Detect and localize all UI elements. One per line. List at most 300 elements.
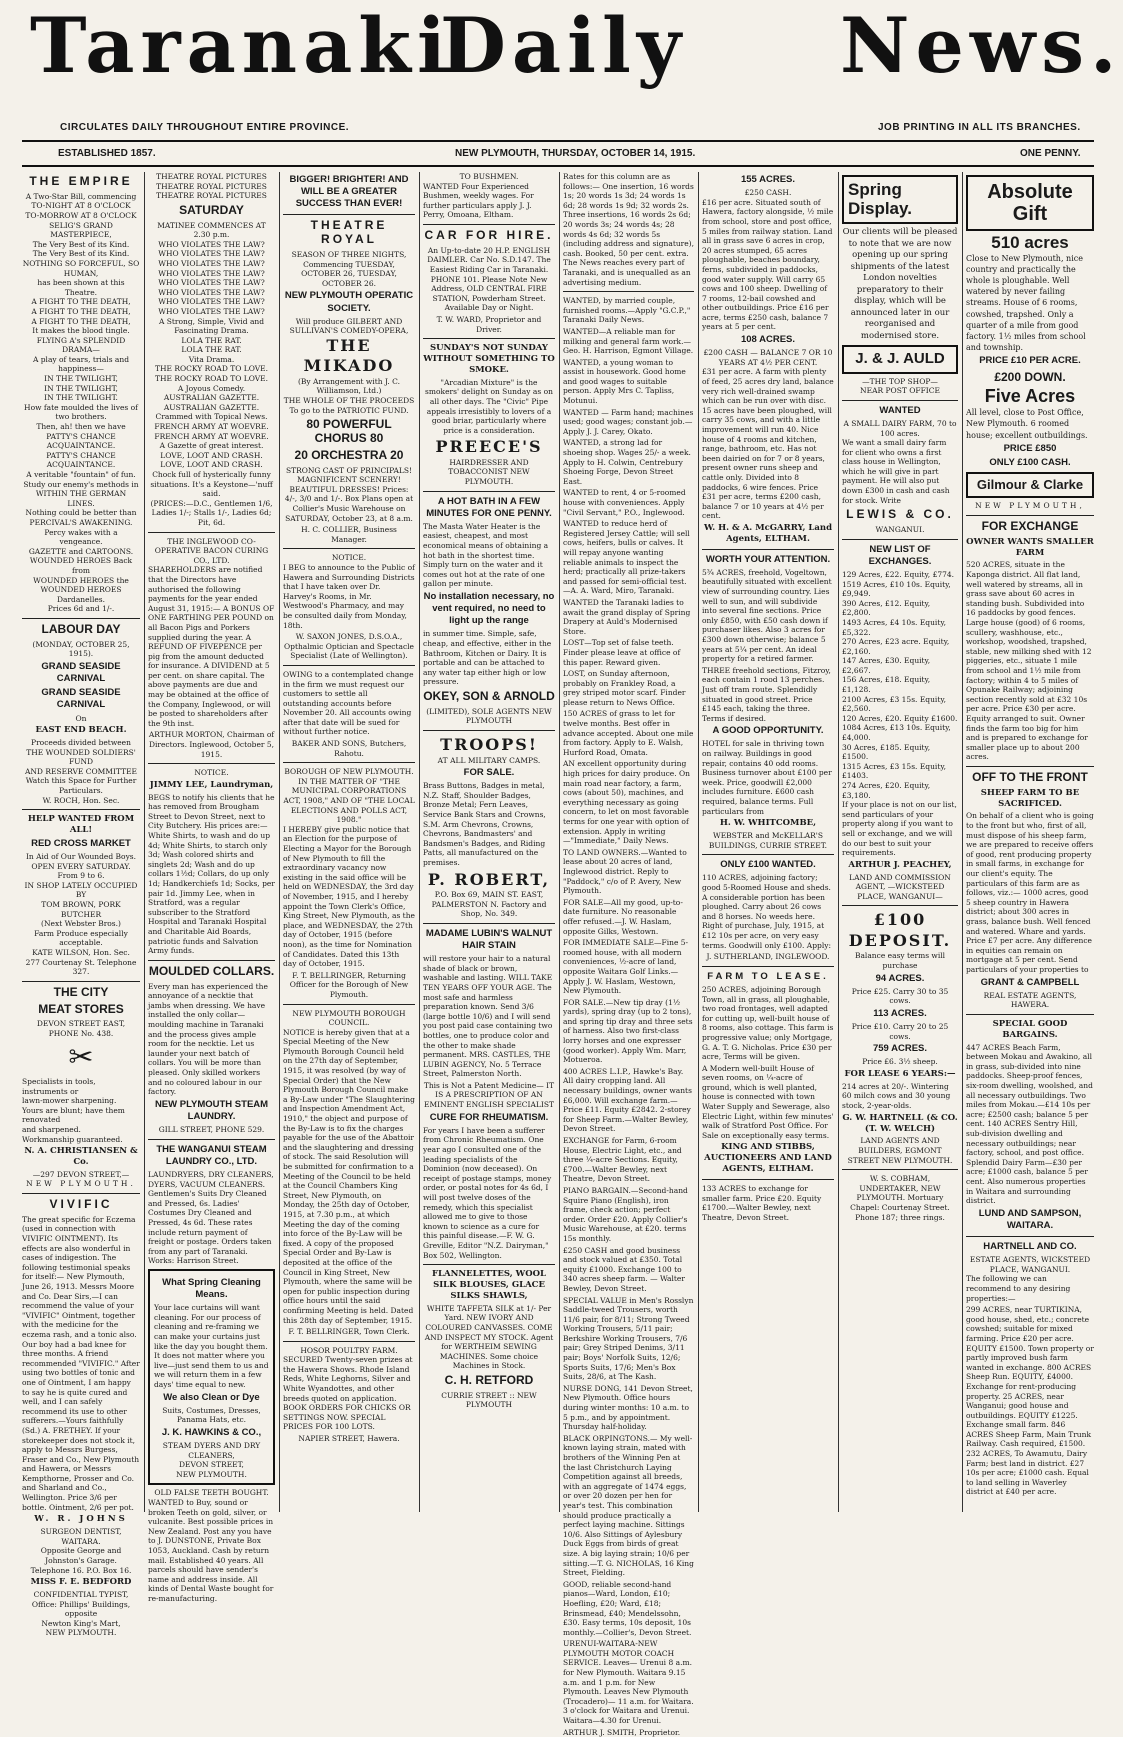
- christiansen-address: —297 DEVON STREET,—: [32, 1169, 130, 1179]
- teeth-title: OLD FALSE TEETH BOUGHT.: [154, 1488, 269, 1498]
- lubin-text: will restore your hair to a natural shade of black or brown, washable and lasting. WILL TAKE TEN YEARS OFF YOUR AGE. The most safe and harmless preparation known. Send 3/6 (large bottle 10/6) and I will send you post paid case containing two bottles, one to produce color and the other to make shade permanent. MRS. CASTLES, THE LUBIN AGENCY, No. 5 Terrace Street, Palmerston North.: [423, 954, 553, 1079]
- bargains-title: SPECIAL GOOD BARGAINS.: [992, 1018, 1068, 1040]
- recommend-text: 299 ACRES, near TURTIKINA, good house, shed, etc.; concrete cowshed; suitable for mixed farming. Price £20 per acre. EQUITY £1500. Town property or partly improved bush farm wanted in exchange. 800 ACRES Sheep Run. EQUITY, £4000. Exchange for rent-producing property. 25 ACRES, near Wanganui; good house and outbuildings. EQUITY £1225. Exchange small farm. 846 ACRES Sheep Farm, Main Trunk Railway. Cash required, £1500. 232 ACRES, To Awamutu, Dairy Farm; best land in district. £27 10s per acre; £1000 cash. Equal to land selling in Waverley district at £40 per acre.: [966, 1305, 1094, 1497]
- column-separator: [838, 172, 839, 1512]
- column-1: [22, 172, 140, 1638]
- council-text: NOTICE is hereby given that at a Special Meeting of the New Plymouth Borough Council held on the 27th day of September, 1915, it was resolved (by way of Special Order) that the New Plymouth Borough Council make a By-Law under "The Slaughtering and Inspection Amendment Act, 1910," the object and purpose of the By-Law is to fix the charges payable for the use of the Abattoir and the slaughtering and dressing of stock. The said Resolution will be submitted for confirmation to a Meeting of the Council to be held at the Council Chambers King Street, New Plymouth, on Monday, the 25th day of October, 1915, at 7.30 p.m., at which Meeting the day of the coming into force of the By-Law will be fixed. A copy of the proposed Special Order and By-Law is deposited at the office of the Council in King Street, New Plymouth, where the same will be open for public inspection during office hours until the said confirming Meeting is held. Dated this 28th day of September, 1915.: [283, 1027, 415, 1325]
- theatre-royal-title: THEATRE ROYAL: [310, 218, 388, 247]
- troops-text: Brass Buttons, Badges in metal, N.Z. Staff, Shoulder Badges, Bronze Metal; Fern Leaves, Service Bank Stars and Crowns, S.M. Arm Chevrons, Crowns, Chevrons, Bandmasters' and Bandsmen's Badges, and Riding Patts, all manufactured on the premises.: [423, 781, 546, 867]
- text-line: THEATRE ROYAL PICTURES: [156, 172, 267, 181]
- exchange-text: If your place is not on our list, send particulars of your property along if you want to sell or exchange, and we will do our best to suit your requirements.: [842, 800, 957, 858]
- rates-text: Rates for this column are as follows:— One insertion, 16 words 1s; 20 words 1s 3d; 24 words 1s 6d; 28 words 1s 9d; 32 words 2s. Three insertions, 16 words 2s 6d; 20 words 3s; 24 words 4s; 28 words 4s 6d; 32 words 5s (including address and signature), cash. Booked, 50 per cent. extra. The News reaches every part of Taranaki, and is unequalled as an advertising medium.: [563, 172, 694, 287]
- text-line: WHO VIOLATES THE LAW?: [158, 258, 265, 268]
- car-for-hire: CAR FOR HIRE.: [424, 227, 554, 242]
- bedford-lines: [22, 1590, 140, 1638]
- whitcombe-name: H. W. WHITCOMBE,: [719, 818, 817, 829]
- list-item: 274 Acres, £20. Equity, £3,180.: [842, 781, 931, 800]
- date-rule: [22, 165, 1094, 167]
- left-tagline: CIRCULATES DAILY THROUGHOUT ENTIRE PROVINCE.: [60, 122, 350, 133]
- classified-ad: £250 CASH and good business and stock valued at £350. Total equity £1000. Exchange 100 to 340 acres sheep farm. — Walter Bewley, Devon Street.: [563, 1245, 685, 1293]
- lease-title: FOR LEASE 6 YEARS:—: [844, 1068, 956, 1079]
- hot-bath-title: A HOT BATH IN A FEW MINUTES FOR ONE PENNY.: [426, 495, 552, 519]
- sunday-title: SUNDAY'S NOT SUNDAY WITHOUT SOMETHING TO SMOKE.: [423, 343, 555, 375]
- classified-ad: 150 ACRES of grass to let for twelve months. Best offer in advance accepted. About one mile from factory. Apply to E. Walsh, Hurford Road, Omata.: [563, 709, 694, 757]
- baker-sign: BAKER AND SONS, Butchers, Rahotu.: [291, 739, 407, 758]
- carnival-heading: GRAND SEASIDE CARNIVAL: [41, 660, 121, 685]
- program-line: WOUNDED HEROES Back from: [29, 556, 133, 575]
- masthead-word-daily: Daily: [440, 1, 688, 90]
- divider: [423, 730, 555, 731]
- program-line: has been shown at this Theatre.: [37, 278, 125, 297]
- bigger-brighter: BIGGER! BRIGHTER! AND WILL BE A GREATER SUCCESS THAN EVER!: [289, 174, 409, 210]
- list-item: 2100 Acres, £3 15s. Equity, £2,560.: [842, 694, 946, 714]
- program-line: TO-NIGHT AT 8 O'CLOCK: [31, 201, 131, 211]
- divider: [702, 1179, 834, 1180]
- wanted-text: We want a small dairy farm for client who owns a first class house in Wellington, which he will give in part payment. He will also put down £300 in cash and cash for stock. Write: [842, 438, 950, 505]
- program-line: NOTHING SO FORCEFUL, SO HUMAN,: [22, 258, 140, 278]
- text-line: WHO VIOLATES THE LAW?: [158, 306, 265, 316]
- classified-ad: FOR SALE—All my good, up-to-date furniture. No reasonable offer refused.—J. W. Haslam, opposite Gilks, Westown.: [563, 897, 683, 936]
- owner-title: OWNER WANTS SMALLER FARM: [966, 536, 1094, 558]
- price-850: PRICE £850: [1003, 442, 1057, 454]
- saxon-sign: W. SAXON JONES, D.S.O.A., Opthalmic Optician and Spectacle Specialist (Late of Wellington).: [284, 632, 414, 661]
- divider: [22, 1193, 140, 1194]
- saturday-title: SATURDAY: [179, 202, 244, 217]
- text-line: Opposite George and Johnston's Garage.: [40, 1546, 122, 1565]
- program-line: It makes the blood tingle.: [32, 326, 130, 336]
- okey-arnold-title: OKEY, SON & ARNOLD: [423, 689, 555, 704]
- text-line: THE WOUNDED SOLDIERS' FUND: [26, 747, 136, 767]
- text-line: WHO VIOLATES THE LAW?: [158, 268, 265, 278]
- acres-94-text: Price £25. Carry 30 to 35 cows.: [851, 986, 949, 1006]
- divider: [423, 923, 555, 924]
- text-line: In Aid of Our Wounded Boys.: [25, 852, 137, 862]
- divider: [283, 1004, 415, 1005]
- list-item: 120 Acres, £20. Equity £1600.: [842, 713, 958, 723]
- divider: [702, 549, 834, 550]
- program-lines: [148, 336, 275, 528]
- matter-text: IN THE MATTER OF "THE MUNICIPAL CORPORATIONS ACT, 1908," AND OF "THE LOCAL ELECTIONS AND POLLS ACT, 1908.": [283, 776, 415, 825]
- classified-ad: WANTED to rent, 4 or 5-roomed house with conveniences. Apply "Civil Servant," P.O., Inglewood.: [563, 488, 686, 517]
- hartnell-co-sub: ESTATE AGENTS, WICKSTEED PLACE, WANGANUI.: [969, 1255, 1091, 1274]
- lewis-town: WANGANUI.: [875, 525, 925, 535]
- principals-text: STRONG CAST OF PRINCIPALS! MAGNIFICENT SCENERY! BEAUTIFUL DRESSES! Prices: 4/-, 3/0 and 1/-. Box Plans open at Collier's Music Warehouse on SATURDAY, October 23, at 8 a.m.: [284, 465, 414, 523]
- divider: [842, 539, 958, 540]
- classified-ad: BLACK ORPINGTONS.— My well-known laying strain, mated with brothers of the Winning Pen at the last Christchurch Laying Competition against all breeds, with an aggregate of 1474 eggs, or over 20 dozen per hen for year's test. This combination should produce practically a perfect laying machine. Sittings 10/6. Also Sittings of Aylesbury Duck Eggs from birds of great size. A big laying strain; 10/6 per sitting.—T. G. NICHOLAS, 16 King Street, Fielding.: [563, 1433, 694, 1578]
- farm-to-lease-title: FARM TO LEASE.: [707, 970, 829, 982]
- text-line: IN SHOP LATELY OCCUPIED BY: [24, 880, 138, 900]
- empire-program: [22, 192, 140, 614]
- bacon-text: SHAREHOLDERS are notified that the Directors have authorised the following payments for the year ended August 31, 1915:— A BONUS OF ONE FARTHING PER POUND on all Bacon Pigs and Porkers supplied during the year. A REFUND OF FIVEPENCE per pig from the amount deducted for insurance. A DIVIDEND at 5 per cent. on share capital. The above payments are due and may be obtained at the office of the Company, Inglewood, or will be posted to shareholders after the 9th inst.: [148, 565, 275, 728]
- column-6: [702, 172, 834, 1512]
- classified-ad: 400 ACRES L.I.P., Hawke's Bay. All dairy cropping land. All necessary buildings, owner wants £6,000. Will exchange farm.—Price £11. Equity £2842. 2-storey for Sheep Farm.—Walter Bewley, Devon Street.: [563, 1066, 692, 1134]
- divider: [148, 532, 275, 533]
- column-separator: [279, 172, 280, 1512]
- steam-laundry-title: NEW PLYMOUTH STEAM LAUNDRY.: [154, 1098, 269, 1122]
- gilmour-clarke-name: Gilmour & Clarke: [976, 477, 1084, 492]
- hot-bath-text: The Masta Water Heater is the easiest, cheapest, and most economical means of obtaining a hot bath in the shortest time. Simply turn on the water and it comes out hot at the rate of one gallon per minute.: [423, 521, 549, 589]
- bedford-title: MISS F. E. BEDFORD: [30, 1577, 132, 1588]
- classified-ad: WANTED to reduce herd of Registered Jersey Cattle; will sell cows, heifers, bulls or calves. It will repay anyone wanting reliable animals to inspect the herd; practically all prize-takers and passed for semi-official test. —A. A. Ward, Miro, Taranaki.: [563, 519, 690, 596]
- column-5-classifieds: [563, 172, 694, 1737]
- hartnell-sub: LAND AGENTS AND BUILDERS, EGMONT STREET NEW PLYMOUTH.: [847, 1136, 953, 1165]
- program-line: WITHIN THE GERMAN LINES.: [35, 489, 127, 508]
- teeth-text: WANTED to Buy, sound or broken Teeth on gold, silver, or vulcanite. Best possible prices in New Zealand. Post any you have to J. DUNSTONE, Private Box 1053, Auckland. Cash by return mail. Established 40 years. All parcels should have sender's name and address inside. All kinds of Dental Waste bought for re-manufacturing.: [148, 1498, 274, 1603]
- list-item: 156 Acres, £18. Equity, £1,128.: [842, 675, 931, 695]
- text-line: THEATRE ROYAL PICTURES: [156, 191, 267, 201]
- auld-sub: —THE TOP SHOP—: [862, 376, 938, 386]
- johns-title: W. R. JOHNS: [34, 1514, 128, 1525]
- program-line: A Two-Star Bill, commencing: [25, 191, 137, 201]
- down-payment: £200 DOWN.: [994, 369, 1066, 384]
- classified-ad: WANTED, a strong lad for shoeing shop. Wages 25/- a week. Apply to H. Colwin, Centrebury Shoeing Forge, Devon Street East.: [563, 438, 691, 486]
- mcgarry-sign: W. H. & A. McGARRY, Land Agents, ELTHAM.: [703, 522, 833, 544]
- text-line: THE ROCKY ROAD TO LOVE.: [154, 364, 269, 374]
- text-line: Newton King's Mart,: [41, 1618, 121, 1628]
- text-line: (By Arrangement with J. C. Williamson, Ltd.): [297, 376, 401, 396]
- wanted-title: WANTED: [879, 404, 921, 416]
- carnival-lines: [22, 738, 140, 805]
- text-line: THEATRE ROYAL PICTURES: [156, 181, 267, 191]
- column-separator: [144, 172, 145, 1512]
- mikado-title: THE MIKADO: [303, 335, 395, 376]
- text-line: LOLA THE RAT.: [181, 345, 242, 355]
- jimmy-lee-text: BEGS to notify his clients that he has removed from Brougham Street to Devon Street, next to City Butchery. His prices are:— White Shirts, to wash and do up 4d; White Shirts, to starch only 3d; Wash colored shirts and singlets 2d; Wash and do up collars 1½d; Collars, do up only 1d; Handkerchiefs 1d; Socks, per pair 1d. Jimmy Lee, when in Stratford, was a regular subscriber to the Stratford Hospital and Taranaki Hospital and Charitable Aid Boards, patriotic funds and Salvation Army funds.: [148, 792, 275, 956]
- list-item: 30 Acres, £185. Equity, £1500.: [842, 742, 931, 762]
- divider: [148, 960, 275, 961]
- text-line: Watch this Space for Further Particulars.: [25, 776, 137, 795]
- acres-94-title: 94 ACRES.: [875, 972, 925, 984]
- program-line: FLYING A's SPLENDID DRAMA—: [36, 335, 126, 355]
- spring-cleaning-ad: [148, 1269, 275, 1486]
- divider: [283, 548, 415, 549]
- program-line: Nothing could be better than: [25, 508, 137, 518]
- text-line: AND RESERVE COMMITTEE: [24, 766, 138, 776]
- classified-ad: TO LAND OWNERS.—Wanted to lease about 20 acres of land, Inglewood district. Reply to "Paddock," c/o of P. Avery, New Plymouth.: [563, 847, 687, 896]
- column-3: [283, 172, 415, 1512]
- divider: [283, 762, 415, 763]
- text-line: and sharpened.: [22, 1124, 81, 1134]
- classified-ad: SPECIAL VALUE in Men's Rosslyn Saddle-tweed Trousers, worth 11/6 pair, for 8/11; Strong Tweed Working Trousers, 5/11 pair; Berkshire Working Trousers, 7/6 pair; Grey Striped Denims, 3/11 pair; Boys' Norfolk Suits, 12/6; Sports Suits, 17/6; Men's Box Suits, 28/6, at The Kash.: [563, 1295, 694, 1382]
- program-line: A play of tears, trials and happiness—: [32, 354, 130, 374]
- classified-ad: AN excellent opportunity during high prices for dairy produce. On main road near factory, a farm, cows (about 50), machines, and everything necessary as going concern, to let on most favorable terms for one year with option of extension. Apply in writing—"Immediate," Daily News.: [563, 759, 690, 846]
- three-sections-text: THREE freehold sections, Fitzroy, each contain 1 rood 13 perches. Just off tram route. Splendidly situated in good street. Price £145 each, taking the three. Terms if desired.: [702, 665, 831, 723]
- retford-title: C. H. RETFORD: [444, 1372, 534, 1387]
- hosor-title: HOSOR POULTRY FARM.: [300, 1345, 398, 1355]
- exchanges-title: NEW LIST OF EXCHANGES.: [868, 543, 932, 567]
- divider: [283, 665, 415, 666]
- divider: [22, 618, 140, 619]
- sunday-text: "Arcadian Mixture" is the smokers' delight on Sunday as on all other days. The "Civic" Pipe appeals irresistibly to lovers of a good briar, particularly where price is a consideration.: [425, 377, 553, 435]
- column-7: [842, 172, 958, 1512]
- spring-display-text: Our clients will be pleased to note that we are now opening up our spring shipments of the latest London novelties preparatory to their display, which will be announced later in our reorganised and modernised store.: [842, 227, 958, 341]
- text-line: lawn-mower sharpening.: [22, 1096, 117, 1106]
- mikado-lines: [283, 377, 415, 415]
- acres-108-text: £31 per acre. A farm with plenty of feed, 25 acres dry land, balance very rich well-drained swamp which can be run over with disc. 15 acres have been ploughed, will carry 35 cows, and with a little improvement will run 40. Nice house of 4 rooms and kitchen, range, bathroom, etc. Has not been dairied on for 7 or 8 years, present owner runs sheep and cattle only. Divided into 8 paddocks, 6 wire fences. Price £31 per acre, terms £200 cash, balance 7 or 10 years at 4½ per cent.: [702, 367, 834, 521]
- five-acres-title: Five Acres: [984, 386, 1076, 407]
- divider: [966, 515, 1094, 516]
- text-line: LOVE, LOOT AND CRASH.: [160, 460, 263, 470]
- off-to-front-title: OFF TO THE FRONT: [972, 769, 1088, 784]
- for-sale-title: FOR SALE.: [463, 767, 515, 779]
- acres-510-title: 510 acres: [991, 233, 1069, 252]
- text-line: THE ROCKY ROAD TO LOVE.: [154, 374, 269, 384]
- text-line: FRENCH ARMY AT WOEVRE.: [154, 422, 269, 432]
- hotel-text: HOTEL for sale in thriving town on railway. Buildings in good repair, contains 40 odd rooms. Business turnover about £100 per week. Price, goodwill £2,000 includes furniture. £600 cash required, balance terms. Full particulars from: [702, 739, 832, 816]
- johns-lines: [22, 1527, 140, 1575]
- notice-heading: NOTICE.: [194, 768, 229, 778]
- list-item: 1493 Acres, £4 10s. Equity, £5,322.: [842, 617, 946, 637]
- good-opportunity-title: A GOOD OPPORTUNITY.: [712, 725, 824, 737]
- deposit-text: Balance easy terms will purchase: [854, 951, 946, 970]
- operatic-society: NEW PLYMOUTH OPERATIC SOCIETY.: [284, 290, 414, 314]
- preece-title: PREECE'S: [435, 437, 543, 457]
- christiansen-name: N. A. CHRISTIANSEN & Co.: [24, 1146, 138, 1167]
- theatre-royal-pictures: [148, 172, 275, 201]
- orchestra-line: 20 ORCHESTRA 20: [294, 447, 404, 462]
- classified-ad: ARTHUR J. SMITH, Proprietor.: [563, 1727, 681, 1737]
- divider: [966, 1014, 1094, 1015]
- bacon-title: THE INGLEWOOD CO-OPERATIVE BACON CURING CO., LTD.: [154, 536, 269, 565]
- moulded-collars-title: MOULDED COLLARS.: [148, 963, 275, 978]
- modern-house-text: A Modern well-built House of seven rooms, on ¼-acre of ground, which is well planted, house is connected with town Water Supply and Sewerage, also Electric Light, within few minutes' walk of Stratford Post Office. For Sale on exceptionally easy terms.: [702, 1063, 834, 1140]
- top-rule: [22, 140, 1094, 142]
- hawkins-lines: [154, 1441, 269, 1479]
- text-line: WHO VIOLATES THE LAW?: [158, 239, 265, 249]
- text-line: A Joyous Comedy.: [177, 383, 246, 393]
- program-line: TO-MORROW AT 8 O'CLOCK: [25, 210, 137, 220]
- divider: [423, 224, 555, 225]
- divider: [22, 809, 140, 810]
- divider: [966, 1236, 1094, 1237]
- flannelettes-text: WHITE TAFFETA SILK at 1/- Per Yard. NEW IVORY AND COLOURED CANVASSES. COME AND INSPECT MY STOCK. Agent for WERTHEIM SEWING MACHINES. Some choice Machines in Stock.: [424, 1303, 554, 1371]
- auld-ad: [842, 345, 958, 374]
- only-100-title: ONLY £100 WANTED.: [720, 859, 816, 871]
- carnival-on: On: [75, 713, 87, 723]
- divider: [423, 338, 555, 339]
- will-produce: Will produce GILBERT AND SULLIVAN'S COMEDY-OPERA,: [289, 316, 409, 336]
- text-line: Chock full of hysterically funny situations. It's a Keystone—'nuff said.: [150, 470, 273, 499]
- robert-title: P. ROBERT,: [427, 869, 551, 889]
- program-line: The Very Best of its Kind.: [32, 249, 130, 259]
- list-item: 1519 Acres, £10 10s. Equity, £9,949.: [842, 579, 951, 599]
- acres-155-title: 155 ACRES.: [740, 174, 796, 185]
- right-tagline: JOB PRINTING IN ALL ITS BRANCHES.: [878, 122, 1081, 133]
- vivific-title: VIVIFIC: [49, 1197, 113, 1212]
- absolute-gift-title: Absolute Gift: [987, 181, 1073, 225]
- text-line: WHO VIOLATES THE LAW?: [158, 278, 265, 288]
- text-line: Crammed with Topical News.: [155, 412, 268, 422]
- text-line: Proceeds divided between: [31, 738, 131, 747]
- text-line: (Next Webster Bros.): [41, 919, 121, 929]
- acres-108-title: 108 ACRES.: [740, 334, 796, 346]
- troops-sub: AT ALL MILITARY CAMPS.: [437, 755, 541, 765]
- lubin-title: MADAME LUBIN'S WALNUT HAIR STAIN: [425, 927, 553, 951]
- spring-display-ad: [842, 175, 958, 224]
- bushmen-title: TO BUSHMEN.: [459, 172, 519, 181]
- carnival-place: EAST END BEACH.: [35, 725, 127, 736]
- masthead: [0, 0, 1123, 118]
- program-line: SELIG'S GRAND MASTERPIECE,: [49, 220, 113, 240]
- classified-ad: EXCHANGE for Farm, 6-room House, Electric Light, etc., and three ¼-acre Sections. Equity, £700.—Walter Bewley, next Theatre, Devon Street.: [563, 1136, 682, 1184]
- text-line: LOLA THE RAT.: [181, 335, 242, 345]
- divider: [842, 905, 958, 906]
- text-line: OPEN EVERY SATURDAY.: [31, 861, 131, 871]
- acres-113-text: Price £10. Carry 20 to 25 cows.: [851, 1022, 949, 1041]
- ward-sign: T. W. WARD, Proprietor and Driver.: [436, 314, 542, 334]
- price-per-acre: PRICE £10 PER ACRE.: [979, 355, 1081, 367]
- program-line: PATTY'S CHANCE ACQUAINTANCE.: [46, 450, 116, 470]
- classified-ad: WANTED the Taranaki ladies to await the grand display of Spring Drapery at Auld's Modernised Store.: [563, 597, 691, 636]
- auld-address: NEAR POST OFFICE: [860, 386, 940, 396]
- deposit-title: £100 DEPOSIT.: [848, 910, 952, 950]
- column-2: [148, 172, 275, 1603]
- column-separator: [698, 172, 699, 1512]
- worth-attention-text: 5¾ ACRES, freehold, Vogeltown, beautifully situated with excellent view of surrounding country. Lies well to sun, and will subdivide into several fine sections. Price only £850, with £50 cash down if purchaser likes. Also 3 acres for £300 down otherwise; balance 5 years at 5¼ per cent. An ideal property for a retired farmer.: [702, 567, 832, 664]
- labour-day-title: LABOUR DAY: [41, 621, 121, 636]
- text-line: STEAM DYERS AND DRY CLEANERS,: [162, 1441, 261, 1460]
- divider: [148, 1139, 275, 1140]
- okey-arnold-sub: (LIMITED), SOLE AGENTS NEW PLYMOUTH: [426, 706, 552, 726]
- owner-text: 520 ACRES, situate in the Kaponga district. All flat land, well watered by streams, all in grass save about 60 acres in standing bush. Subdivided into 16 paddocks by good fences. Large house (good) of 6 rooms, scullery, washhouse, etc., workshop, woodshed, trapshed, stable, new milking shed with 12 piggeries, etc., situate 1 mile from school and 1½ mile from factory; within 4 to 5 miles of Opunake Railway; adjoining section recently sold at £32 10s per acre. Price £30 per acre. Equity arranged to suit. Owner finds the farm too big for him and is prepared to exchange for smaller place up to about 200 acres.: [966, 560, 1092, 762]
- hartnell-name: G. W. HARTNELL (& CO. (T. W. WELCH): [842, 1112, 958, 1134]
- text-line: WHO VIOLATES THE LAW?: [158, 287, 265, 297]
- program-line: IN THE TWILIGHT,: [44, 383, 118, 393]
- king-stibbs-sign: KING AND STIBBS, AUCTIONEERS AND LAND AGENTS, ELTHAM.: [704, 1142, 832, 1175]
- list-item: 147 Acres, £30. Equity, £2,667.: [842, 656, 931, 675]
- exchange-list: [842, 570, 958, 800]
- text-line: Vita Drama.: [188, 354, 235, 364]
- divider: [283, 1341, 415, 1342]
- hawkins-name: J. K. HAWKINS & CO.,: [161, 1426, 262, 1438]
- city-title: THE CITY: [53, 984, 109, 999]
- wanted-sub: A SMALL DAIRY FARM, 70 to 100 acres.: [843, 418, 957, 438]
- bargains-text: 447 ACRES Beach Farm, between Mokau and Awakino, all in grass, sub-divided into nine paddocks. Sheep-proof fences, six-room dwelling, woolshed, and all necessary outbuildings. Two miles from Mokau.—£14 10s per acre; £2500 cash; balance 5 per cent. 140 ACRES Sentry Hill, sub-division dwelling and necessary outbuildings; near factory, school, and post office. Splendid Dairy Farm—£30 per acre; £1000 cash, balance 5 per cent. Also numerous properties in Waitara and surrounding district.: [966, 1042, 1093, 1206]
- clerk-sign: F. T. BELLRINGER, Town Clerk.: [288, 1327, 410, 1337]
- summer-text: in summer time. Simple, safe, cheap, and effective, either in the Bathroom, Kitchen or Dairy. It is portable and can be attached to any water tap either high or low pressure.: [423, 629, 552, 687]
- program-line: IN THE TWILIGHT,: [44, 374, 118, 384]
- lund-sampson-name: LUND AND SAMPSON, WAITARA.: [978, 1207, 1082, 1231]
- text-line: Specialists in tools, instruments or: [22, 1076, 96, 1096]
- recommend-line: The following we can recommend to any desiring properties:—: [966, 1274, 1071, 1303]
- column-separator: [962, 172, 963, 1512]
- bushmen-text: WANTED Four Experienced Bushmen, weekly wages. For further particulars apply J. J. Perry, Omoana, Eltham.: [423, 181, 534, 220]
- auld-title: J. & J. AULD: [855, 350, 945, 368]
- program-line: Percy wakes with a vengeance.: [44, 527, 118, 547]
- front-sub: SHEEP FARM TO BE SACRIFICED.: [980, 787, 1080, 809]
- chorus-line: 80 POWERFUL CHORUS 80: [306, 417, 392, 446]
- peachey-name: ARTHUR J. PEACHEY,: [848, 859, 952, 870]
- text-line: Yours are blunt; have them renovated: [22, 1105, 125, 1125]
- program-line: A FIGHT TO THE DEATH,: [31, 306, 131, 316]
- masthead-word-news: News.: [840, 1, 1123, 90]
- hosor-text: SECURED Twenty-seven prizes at the Hawera Shows. Rhode Island Reds, White Leghorns, Silver and White Wyandottes, and other breeds quoted on application. BOOK ORDERS FOR CHICKS OR SETTINGS NOW. SPECIAL PRICES FOR 100 LOTS.: [283, 1355, 413, 1432]
- wanganui-laundry-title: THE WANGANUI STEAM LAUNDRY CO., LTD.: [156, 1143, 267, 1167]
- front-text: On behalf of a client who is going to the front but who, first of all, must dispose of his sheep farm, we are prepared to receive offers of good, rent producing property in small farms, in exchange for our client's equity. The particulars of this farm are as follows, viz.:— 1000 acres, good 5 sheep country in Hawera district; about 300 acres in grass, balance bush. Well fenced and watered. Whare and yards. Price £7 per acre. Any difference in equities can remain on mortgage at 5 per cent. Send particulars of your properties to: [966, 811, 1094, 974]
- column-separator: [419, 172, 420, 1512]
- program-line: WOUNDED HEROES Dardanelles.: [40, 585, 122, 604]
- gift-text: Close to New Plymouth, nice country and practically the whole is ploughable. Well watered by never failing streams. House of 6 rooms, cowshed, trapshed. Only a quarter of a mile from good factory. 1½ miles from school and township.: [966, 253, 1086, 353]
- classified-ad: WANTED — Farm hand; machines used; good wages; constant job.—Apply J. J. Carey, Okato.: [563, 407, 694, 436]
- column-separator: [559, 172, 560, 1512]
- baker-text: OWING to a contemplated change in the firm we must request our customers to settle all outstanding accounts before November 20. All accounts owing after that date will be sued for without further notice.: [283, 669, 414, 737]
- list-item: 270 Acres, £23 acre. Equity, £2,160.: [842, 637, 950, 656]
- flannelettes-title: FLANNELETTES, WOOL SILK BLOUSES, GLACE SILKS SHAWLS,: [432, 1269, 546, 1301]
- text-line: From 9 to 6.: [57, 871, 105, 881]
- acres-155-text: £16 per acre. Situated south of Hawera, factory alongside, ½ mile from school, store and post office, 5 miles from railway station. Land all in grass save 6 acres in crop, 20 acres stumped, 65 acres ploughable, beaches boundary, ferns, subdivided in paddocks, good water supply. Will carry 65 cows and 100 sheep. Dwelling of 7 rooms, 12-bail cowshed and other outbuildings. Price £16 per acre, terms £250 cash, balance 7 years at 5 per cent.: [702, 197, 834, 332]
- meat-address: DEVON STREET EAST,: [36, 1019, 126, 1029]
- bellringer-sign: F. T. BELLRINGER, Returning Officer for the Borough of New Plymouth.: [289, 970, 409, 999]
- acres-155-cash: £250 CASH.: [744, 188, 792, 198]
- car-text: An Up-to-date 20 H.P. ENGLISH DAIMLER. Car No. S.D.147. The Easiest Riding Car in Taranaki. PHONE 101. Please Note New Address, OLD CENTRAL FIRE STATION, Powderham Street. Available Day or Night.: [427, 245, 551, 313]
- also-clean-text: Suits, Costumes, Dresses, Panama Hats, etc.: [162, 1405, 261, 1425]
- wanganui-laundry-text: LAUNDRYERS, DRY CLEANERS, DYERS, VACUUM CLEANERS. Gentlemen's Suits Dry Cleaned and Pressed, 6s. Ladies' Costumes Dry Cleaned and Pressed, 4s 6d. These rates include return payment of freight or postage. Orders taken from any part of Taranaki. Works: Harrison Street.: [148, 1169, 274, 1266]
- program-line: How fate moulded the lives of two brothers.: [24, 402, 138, 422]
- lewis-name: LEWIS & CO.: [846, 507, 954, 522]
- divider: [563, 291, 694, 292]
- text-line: AUSTRALIAN GAZETTE.: [163, 402, 260, 412]
- steam-laundry-address: GILL STREET, PHONE 529.: [158, 1125, 265, 1135]
- text-line: NEW PLYMOUTH.: [176, 1469, 247, 1479]
- program-line: Prices 6d and 1/-.: [47, 604, 115, 614]
- collier-sign: H. C. COLLIER, Business Manager.: [301, 525, 397, 544]
- text-line: FRENCH ARMY AT WOEVRE.: [154, 431, 269, 441]
- gilmour-town: NEW PLYMOUTH,: [975, 501, 1085, 511]
- divider: [966, 766, 1094, 767]
- divider: [842, 400, 958, 401]
- list-item: 1084 Acres, £13 10s. Equity, £4,000.: [842, 723, 951, 743]
- scissors-icon: ✂: [68, 1039, 94, 1075]
- election-text: I HEREBY give public notice that an Election for the purpose of Electing a Mayor for the Borough of New Plymouth to fill the extraordinary vacancy now existing in the said office will be held on WEDNESDAY, the 3rd day of November, 1915, and I hereby appoint the Town Clerk's Office, King Street, New Plymouth, as the place, and WEDNESDAY, the 27th day of October, 1915 (before noon), as the time for Nomination of Candidates. Dated this 13th day of October, 1915.: [283, 824, 415, 969]
- program-line: The Very Best of its Kind.: [32, 239, 130, 249]
- notice-heading: NOTICE.: [331, 553, 367, 563]
- text-line: THE WHOLE OF THE PROCEEDS: [283, 396, 415, 406]
- meat-phone: PHONE No. 438.: [48, 1028, 114, 1038]
- list-item: 1315 Acres, £3 15s. Equity, £1403.: [842, 761, 946, 781]
- classified-ad: WANTED, by married couple, furnished rooms.—Apply "G.C.P.," Taranaki Daily News.: [563, 296, 691, 325]
- text-line: KATE WILSON, Hon. Sec.: [32, 948, 130, 957]
- text-line: SURGEON DENTIST,: [40, 1527, 122, 1537]
- season-text: SEASON OF THREE NIGHTS, Commencing TUESDAY, OCTOBER 26, TUESDAY, OCTOBER 26.: [291, 250, 407, 288]
- red-cross-market: RED CROSS MARKET: [31, 837, 131, 849]
- program-line: Then, ah! then we have: [36, 422, 126, 432]
- labour-day-date: (MONDAY, OCTOBER 25, 1915).: [32, 639, 130, 659]
- retford-sub: CURRIE STREET :: NEW PLYMOUTH: [441, 1390, 537, 1410]
- hartnell-co-name: HARTNELL AND CO.: [983, 1241, 1077, 1253]
- council-title: NEW PLYMOUTH BOROUGH COUNCIL.: [292, 1008, 406, 1028]
- also-clean-title: We also Clean or Dye: [163, 1391, 260, 1403]
- program-line: IN THE TWILIGHT.: [44, 393, 118, 403]
- gilmour-clarke-ad: [966, 472, 1094, 498]
- cash-100: ONLY £100 CASH.: [989, 456, 1071, 468]
- matinee: MATINEE COMMENCES AT 2.30 p.m.: [157, 220, 266, 240]
- vivific-text: The great specific for Eczema (used in connection with VIVIFIC OINTMENT). Its effects are also wonderful in cases of indigestion. The following testimonial speaks for itself:— New Plymouth, June 26, 1913. Messrs Moore and Co. Dear Sirs,—I can recommend the value of your "VIVIFIC" Ointment, together with the medicine for the eczema rash, and a tonic also. Our boy had a bad knee for three months. A friend recommended "VIVIFIC." After using two bottles of tonic and one of Ointment, I am happy to say he is quite cured and well, and I can safely recommend its use to other sufferers.—Yours faithfully (Sd.) A. FRETHEY. If your storekeeper does not stock it, apply to Messrs Burgess, Fraser and Co., New Plymouth and Hawera, or Messrs Kempthorne, Prosser and Co. and Sharland and Co., Wellington. Price 3/6 per bottle. Ointment, 2/6 per pot.: [22, 1214, 140, 1512]
- established: ESTABLISHED 1857.: [58, 148, 156, 159]
- text-line: CONFIDENTIAL TYPIST,: [33, 1589, 129, 1599]
- text-line: WHO VIOLATES THE LAW?: [158, 297, 265, 307]
- sutherland-sign: J. SUTHERLAND, INGLEWOOD.: [706, 952, 830, 962]
- divider: [423, 491, 555, 492]
- rheumatism-text: For years I have been a sufferer from Chronic Rheumatism. One year ago I consulted one of the leading specialists of the Dominion (now deceased). On receipt of postage stamps, money order, or postal notes for 4s 6d, I will post twelve doses of the remedy, which this specialist allowed me to give to those known to science as a cure for this painful disease.—F. W. G. Greville, Editor "N.Z. Dairyman," Box 502, Wellington.: [423, 1125, 552, 1260]
- text-line: Farm Produce especially acceptable.: [34, 928, 128, 948]
- classified-ad: LOST—Top set of false teeth. Finder please leave at office of this paper. Reward given.: [563, 638, 681, 667]
- patent-line: This is Not a Patent Medicine— IT IS A PRESCRIPTION OF AN EMINENT ENGLISH SPECIALIST: [423, 1080, 555, 1110]
- acres-759-text: Price £6. 3½ sheep.: [862, 1057, 938, 1067]
- classified-ad: LOST, on Sunday afternoon, probably on Frankley Road, a grey striped motor scarf. Finder please return to News Office.: [563, 669, 686, 707]
- divider: [283, 214, 415, 215]
- napier-address: NAPIER STREET, Hawera.: [298, 1434, 400, 1444]
- program-line: Study our enemy's methods in: [23, 479, 139, 489]
